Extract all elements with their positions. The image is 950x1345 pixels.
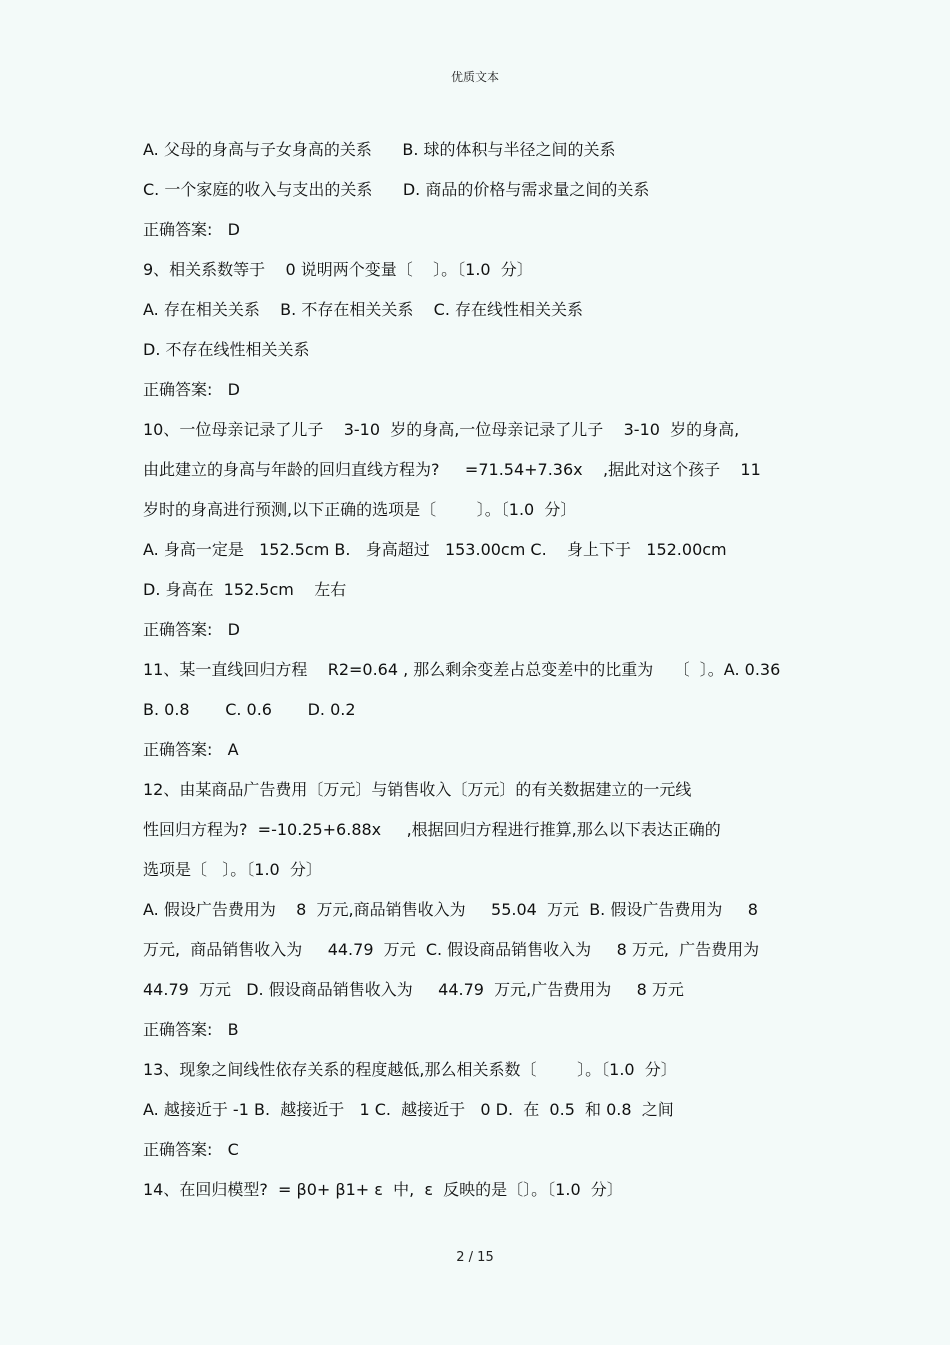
text-line: A. 越接近于 -1 B. 越接近于 1 C. 越接近于 0 D. 在 0.5 和 0.8 之间: [143, 1100, 674, 1119]
document-body: [143, 130, 808, 1210]
answer-line: 正确答案: B: [143, 1020, 239, 1039]
answer-line: 正确答案: D: [143, 220, 240, 239]
text-line: A. 身高一定是 152.5cm B. 身高超过 153.00cm C. 身上下于 152.00cm: [143, 540, 727, 559]
text-line: 44.79 万元 D. 假设商品销售收入为 44.79 万元,广告费用为 8 万元: [143, 980, 684, 999]
text-line: A. 父母的身高与子女身高的关系 B. 球的体积与半径之间的关系: [143, 140, 616, 159]
answer-line: 正确答案: D: [143, 380, 240, 399]
answer-line: 正确答案: D: [143, 620, 240, 639]
answer-line: 正确答案: C: [143, 1140, 239, 1159]
text-line: 岁时的身高进行预测,以下正确的选项是〔 〕。〔1.0 分〕: [143, 500, 577, 519]
page-number: 2 / 15: [456, 1250, 494, 1265]
question-9: 9、相关系数等于 0 说明两个变量〔 〕。〔1.0 分〕: [143, 260, 533, 279]
question-12: 12、由某商品广告费用〔万元〕与销售收入〔万元〕的有关数据建立的一元线: [143, 780, 692, 799]
question-10: 10、一位母亲记录了儿子 3-10 岁的身高,一位母亲记录了儿子 3-10 岁的身高,: [143, 420, 740, 439]
text-line: A. 假设广告费用为 8 万元,商品销售收入为 55.04 万元 B. 假设广告费用为 8: [143, 900, 758, 919]
text-line: A. 存在相关关系 B. 不存在相关关系 C. 存在线性相关关系: [143, 300, 584, 319]
text-line: 万元, 商品销售收入为 44.79 万元 C. 假设商品销售收入为 8 万元, 广告费用为: [143, 940, 760, 959]
answer-line: 正确答案: A: [143, 740, 239, 759]
text-line: D. 身高在 152.5cm 左右: [143, 580, 347, 599]
text-line: D. 不存在线性相关关系: [143, 340, 310, 359]
text-line: B. 0.8 C. 0.6 D. 0.2: [143, 700, 356, 719]
page-header: 优质文本: [450, 70, 499, 84]
question-11: 11、某一直线回归方程 R2=0.64 , 那么剩余变差占总变差中的比重为 〔 〕。A. 0.36: [143, 660, 781, 679]
question-13: 13、现象之间线性依存关系的程度越低,那么相关系数〔 〕。〔1.0 分〕: [143, 1060, 677, 1079]
question-14: 14、在回归模型? = β0+ β1+ ε 中, ε 反映的是〔〕。〔1.0 分〕: [143, 1180, 623, 1199]
text-line: 选项是〔 〕。〔1.0 分〕: [143, 860, 322, 879]
text-line: C. 一个家庭的收入与支出的关系 D. 商品的价格与需求量之间的关系: [143, 180, 650, 199]
text-line: 由此建立的身高与年龄的回归直线方程为? =71.54+7.36x ,据此对这个孩子 11: [143, 460, 761, 479]
text-line: 性回归方程为? =-10.25+6.88x ,根据回归方程进行推算,那么以下表达正确的: [143, 820, 721, 839]
